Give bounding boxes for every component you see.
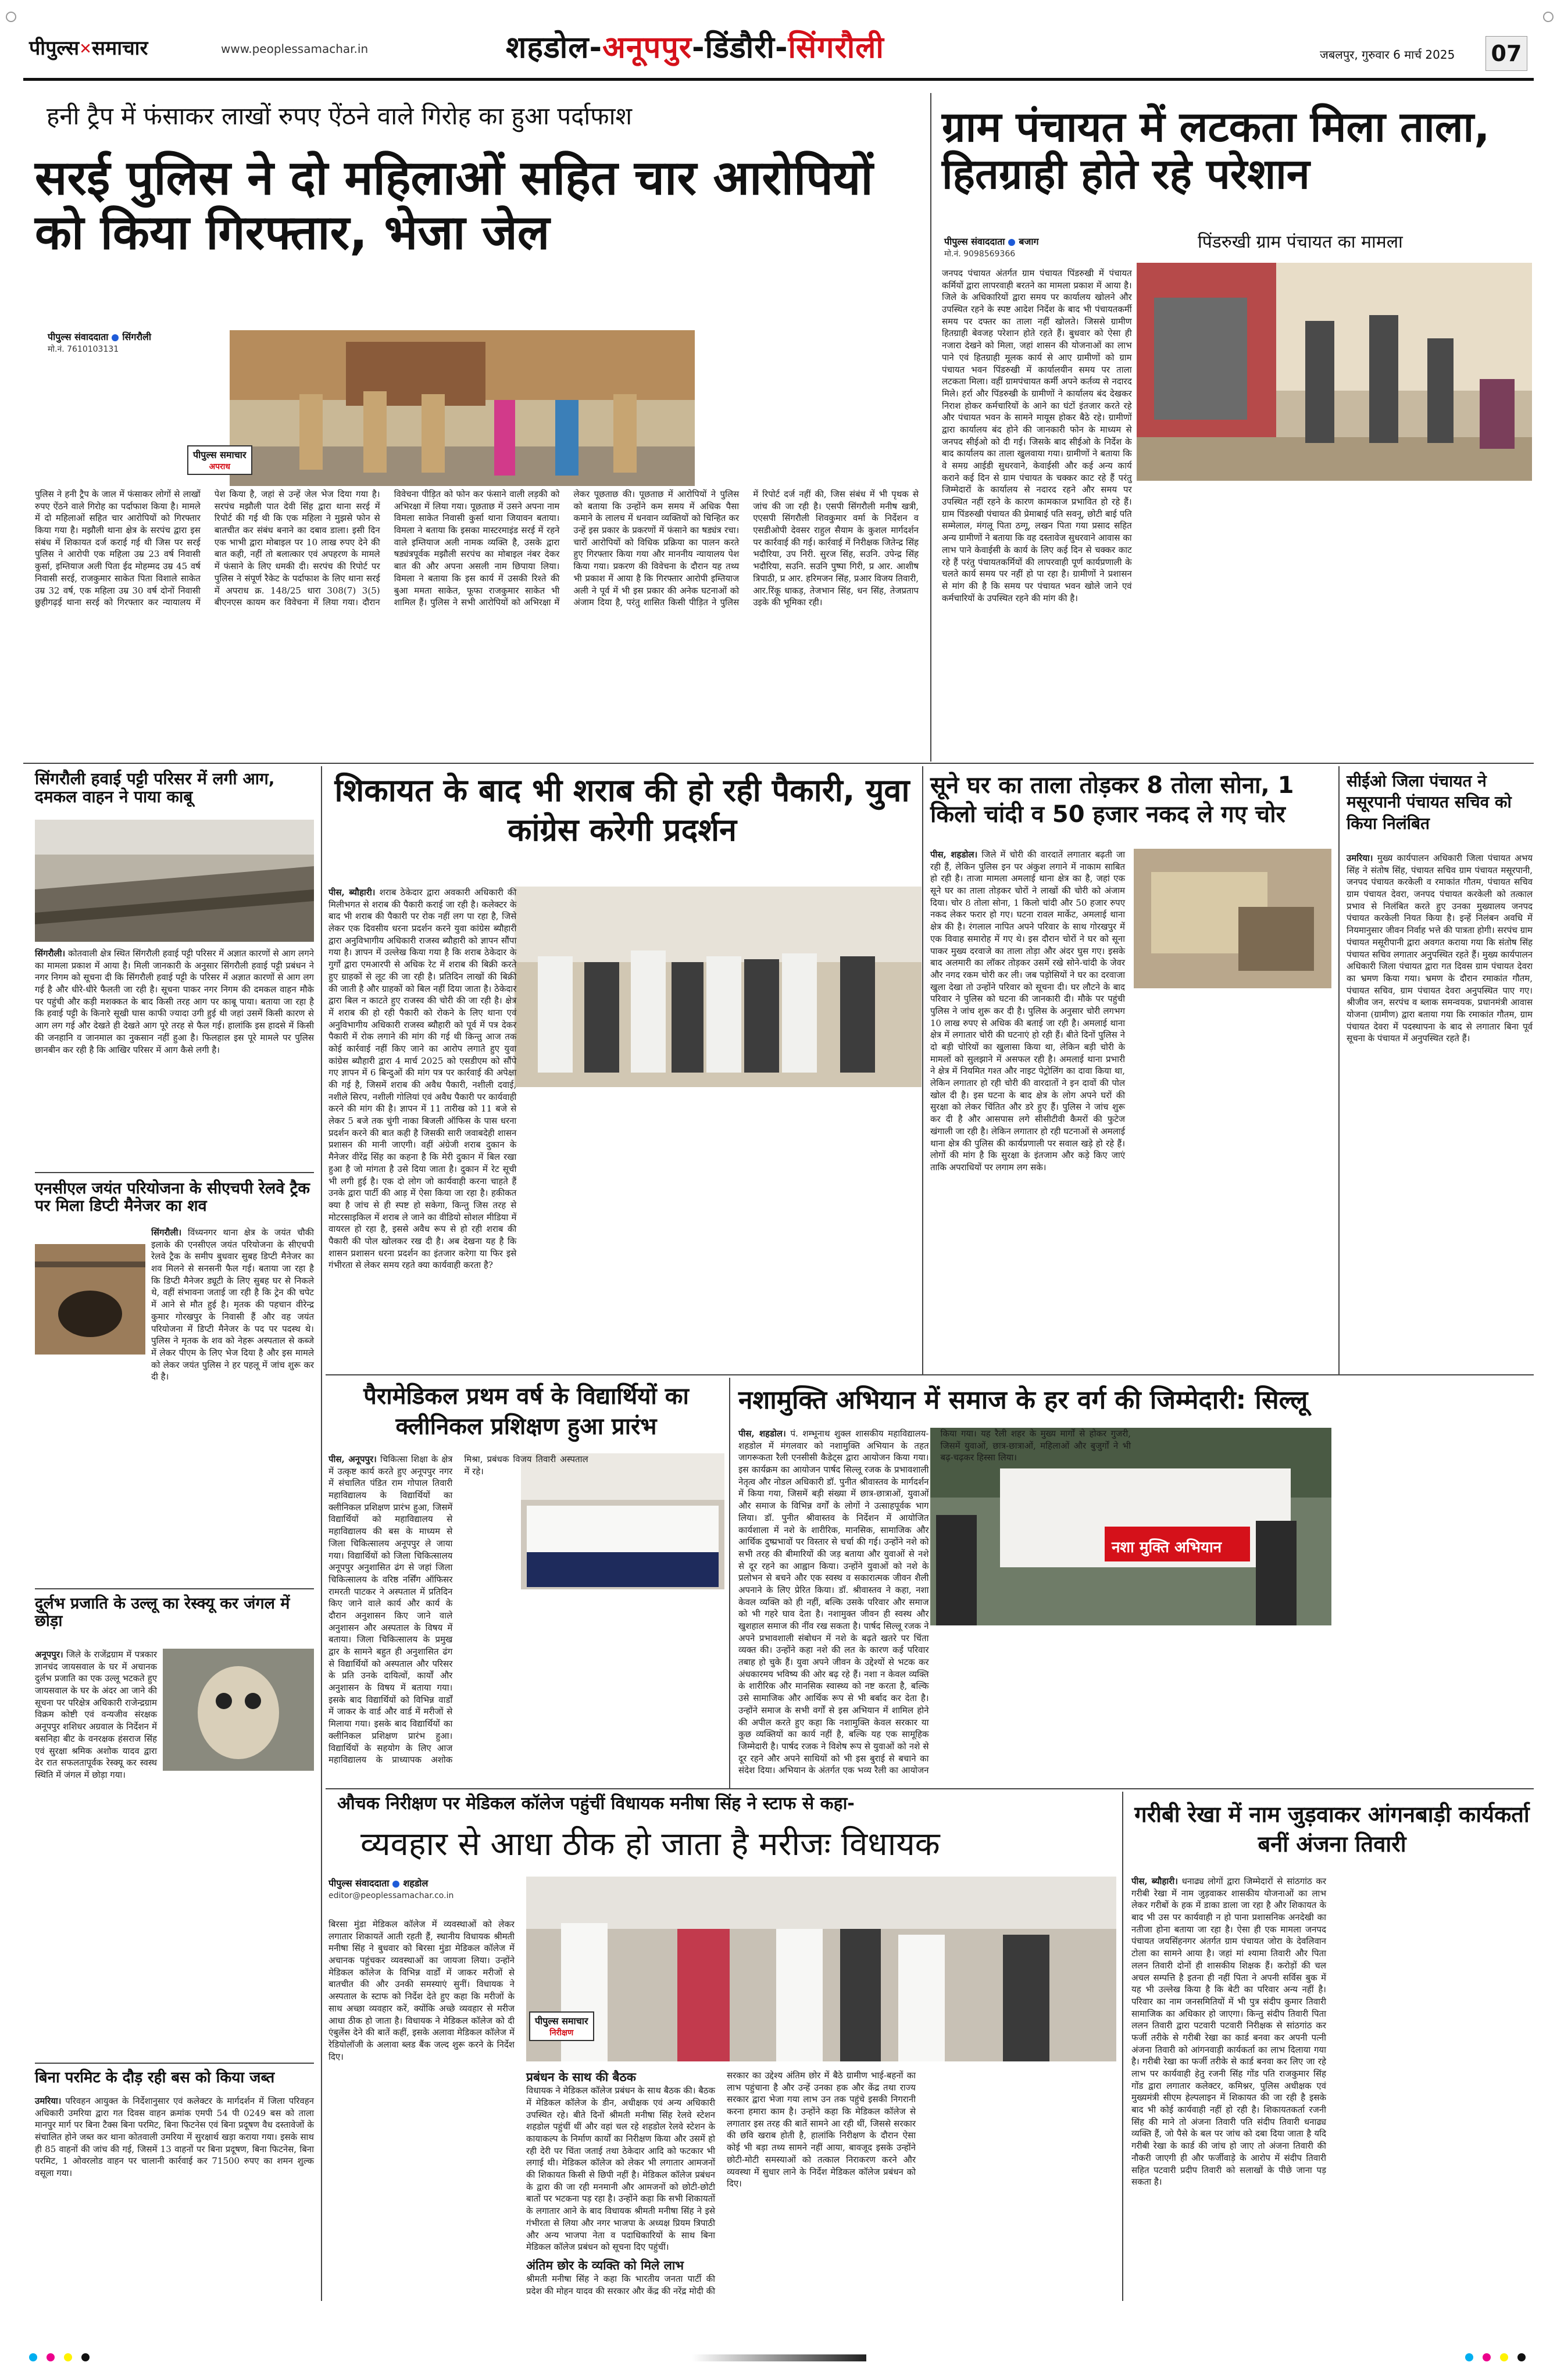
story12-byline: पीपुल्स संवाददाता शहडोल editor@peoplessamachar.co.in <box>328 1878 454 1900</box>
column-divider <box>1338 766 1340 1374</box>
masthead <box>0 0 1557 76</box>
section-rule <box>326 1374 1534 1375</box>
story6-headline: बिना परमिट के दौड़ रही बस को किया जब्त <box>35 2069 275 2086</box>
story12-subhead-2: अंतिम छोर के व्यक्ति को मिले लाभ <box>526 2258 684 2272</box>
story12-photo <box>526 1877 1116 2061</box>
story2-photo-mask <box>1137 263 1538 487</box>
story1-byline: पीपुल्स संवाददाता सिंगरौली मो.नं. 7610103131 <box>48 331 152 354</box>
column-divider <box>922 766 923 1374</box>
story1-headline: सरई पुलिस ने दो महिलाओं सहित चार आरोपियों को किया गिरफ्तार, भेजा जेल <box>35 151 873 261</box>
owl-rescue-photo <box>163 1649 314 1771</box>
section-rule <box>23 763 1534 764</box>
story5-photo <box>163 1649 314 1771</box>
story9-body: उमरिया। मुख्य कार्यपालन अधिकारी जिला पंचायत अभय सिंह ने संतोष सिंह, पंचायत सचिव ग्राम पंचायत मसूरपानी, जनपद पंचायत करकेली व रमाकांत गौतम, पंचायत सचिव ग्राम पंचायत देवरा, जनपद पंचायत करकेली को तत्काल प्रभाव से निलंबित करते हुए उनका मुख्यालय जनपद पंचायत करकेली नियत किया है। इन्हें निलंबन अवधि में नियमानुसार जीवन निर्वाह भत्ते की पात्रता होगी। सरपंच ग्राम पंचायत मसूरीपानी द्वारा अवगत कराया गया कि संतोष सिंह पंचायत सचिव लगातार अनुपस्थित रहते हैं। मुख्य कार्यपालन अधिकारी जिला पंचायत द्वारा गत दिवस ग्राम पंचायत देवरा का भ्रमण किया गया। भ्रमण के दौरान रमाकांत गौतम, पंचायत सचिव, ग्राम पंचायत देवरा अनुपस्थित पाए गए। श्रीजीव जन, सरपंच व ब्लाक समन्वयक, प्रधानमंत्री आवास योजना (ग्रामीण) द्वारा बताया गया कि रमाकांत गौतम, ग्राम पंचायत देवरा में पदस्थापना के बाद से लगातार बिना पूर्व सूचना के पंचायत में अनुपस्थित रहते हैं। <box>1347 853 1533 1044</box>
section-rule <box>326 1788 1534 1789</box>
story10-body: पीस, अनूपपुर। चिकित्सा शिक्षा के क्षेत्र में उत्कृष्ट कार्य करते हुए अनूपपुर नगर में संचालित पंडित राम गोपाल तिवारी महाविद्यालय के विद्यार्थियों का क्लीनिकल प्रशिक्षण प्रारंभ हुआ, जिसमें विद्यार्थियों को महाविद्यालय से महाविद्यालय की बस के माध्यम से जिला चिकित्सालय अनूपपुर ले जाया गया। विद्यार्थियों को जिला चिकित्सालय अनूपपुर अनुशासित ढंग से जहां जिला चिकित्सालय के वरिष्ठ नर्सिंग ऑफिसर रामरती पाटकर ने अस्पताल में प्रतिदिन किए जाने वाले कार्य और कार्य के दौरान अनुशासन किए जाने वाले अनुशासन और अस्पताल के विषय में बताया। जिला चिकित्सालय के प्रमुख द्वार के सामने बहुत ही अनुशासित ढंग से विद्यार्थियों को अस्पताल और परिसर के प्रति उनके दायित्वों, कार्यों और अनुशासन के विषय में बताया गया। इसके बाद विद्यार्थियों को विभिन्न वार्डों में जाकर के वार्ड और वार्ड में मरीजों से मिलाया गया। इसके बाद विद्यार्थियों का क्लीनिकल प्रशिक्षण प्रारंभ हुआ। विद्यार्थियों के सहयोग के लिए आज महाविद्यालय के प्राध्यापक अशोक मिश्रा, प्रबंधक विजय तिवारी अस्पताल में रहे। <box>328 1454 588 1766</box>
story13-headline: गरीबी रेखा में नाम जुड़वाकर आंगनबाड़ी कार्यकर्ता बनीं अंजना तिवारी <box>1134 1802 1530 1857</box>
story12-headline: व्यवहार से आधा ठीक हो जाता है मरीजः विधायक <box>360 1825 940 1863</box>
story6-body: उमरिया। परिवहन आयुक्त के निर्देशानुसार एवं कलेक्टर के मार्गदर्शन में जिला परिवहन अधिकारी उमरिया द्वारा गत दिवस वाहन क्रमांक एमपी 54 पी 0249 बस को ताला मानपुर मार्ग पर बिना टैक्स बिना परमिट, बिना फिटनेस एवं बिना प्रदूषण वैध दस्तावेजों के संचालित होने जब्त कर थाना कोतवाली उमरिया में सुरक्षार्थ खड़ा कराया गया। इसके साथ ही 85 वाहनों की जांच की गई, जिसमें 13 वाहनों पर बिना प्रदूषण, बिना फिटनेस, बिना परमिट, 1 ओवरलोड वाहन पर चालानी कार्रवाई कर 71500 रुपए का शमन शुल्क वसूला गया। <box>35 2096 314 2179</box>
registration-mark-icon <box>1500 2353 1508 2361</box>
section-rule <box>35 1588 314 1589</box>
section-rule <box>35 1172 314 1173</box>
story2-body: जनपद पंचायत अंतर्गत ग्राम पंचायत पिंडरुखी में पंचायत कर्मियों द्वारा लापरवाही बरतने का मामला प्रकाश में आया है। जिले के अधिकारियों द्वारा समय पर कार्यालय खोलने और उपस्थित रहने के स्पष्ट आदेश निर्देश के बाद भी पंचायतकर्मी समय पर दफ्तर का ताला नहीं खोलते। जिससे ग्रामीण हितग्राही बेवजह परेशान होते रहते हैं। बुधवार को ऐसा ही नजारा देखने को मिला, जहां शासन की योजनाओं का लाभ पाने एवं हितग्राही मूलक कार्य से आए ग्रामीणों को ग्राम पंचायत भवन पिंडरुखी में कार्यालयीन समय पर ताला लटकता मिला। वहीं ग्रामपंचायत कर्मी अपने कर्तव्य से नदारद मिले। हर्रा और पिंडरुखी के ग्रामीणों ने कार्यालय बंद देखकर निराश होकर कर्मचारियों के आने का घंटों इंतजार करते रहे और पंचायत भवन के सामने मायूस होकर बैठे रहे। ग्रामीणों द्वारा कार्यालय बंद होने की जानकारी फोन के माध्यम से जनपद सीईओ को दी गई। जिसके बाद सीईओ के निर्देश के बाद कार्यालय का ताला खुलवाया गया। ग्रामीणों ने बताया कि वे समग्र आईडी सुधरवाने, केवाईसी और कई अन्य कार्य कराने कई दिन से ग्राम पंचायत के चक्कर काट रहे हैं परंतु जिम्मेदारों के कार्यालय से नदारद रहने और समय पर उपस्थित नहीं रहने के कारण कामकाज प्रभावित हो रहे हैं। ग्राम पिंडरुखी पंचायत की प्रेमाबाई पति सवनू, छोटी बाई पति सम्मेलाल, मंगलू पिता ठग्गू, लखन पिता गया प्रसाद सहित अन्य ग्रामीणों ने बताया कि वह दस्तावेज सुधरवाने आवास का लाभ पाने केवाईसी के कार्य के लिए कई दिन से चक्कर काट रहे हैं परंतु पंचायतकर्मियों की लापरवाही पूर्ण कार्यप्रणाली के चलते कार्य समय पर नहीं हो पा रहा है। ग्रामीणों ने प्रशासन से मांग की है कि समय पर पंचायत भवन खोले जाने एवं कर्मचारियों के उपस्थित रहने की मांग की है। <box>942 268 1132 603</box>
masthead-url[interactable]: www.peoplessamachar.in <box>221 42 369 56</box>
story8-body: पीस, शहडोल। जिले में चोरी की वारदातें लगातार बढ़ती जा रही हैं, लेकिन पुलिस इन पर अंकुश लगाने में नाकाम साबित हो रही है। ताजा मामला अमलाई थाना क्षेत्र का है, जहां एक सूने घर का ताला तोड़कर चोरों ने लाखों की चोरी को अंजाम दिया। चोर 8 तोला सोना, 1 किलो चांदी और 50 हजार रुपए नकद लेकर फरार हो गए। घटना रावल मार्केट, अमलाई थाना क्षेत्र की है। रंगलाल नापित अपने परिवार के साथ गोरखपुर में एक विवाह समारोह में गए थे। इस दौरान चोरों ने घर को सूना पाकर मुख्य दरवाजे का ताला तोड़ा और अंदर घुस गए। इसके बाद अलमारी का लॉकर तोड़कर उसमें रखे सोने-चांदी के जेवर और नगद रकम चोरी कर ली। जब पड़ोसियों ने घर का दरवाजा खुला देखा तो उन्होंने परिवार को सूचना दी। घर लौटने के बाद परिवार ने पुलिस को घटना की जानकारी दी। मौके पर पहुंची पुलिस ने जांच शुरू कर दी है। पुलिस के अनुसार चोरी लगभग 10 लाख रुपए से अधिक की बताई जा रही है। अमलाई थाना क्षेत्र में लगातार चोरी की घटनाएं हो रही हैं। बीते दिनों पुलिस ने दो बड़ी चोरियों का खुलासा किया था, लेकिन बड़ी चोरी के मामलों को सुलझाने में असफल रही है। अमलाई थाना प्रभारी ने क्षेत्र में नियमित गश्त और नाइट पेट्रोलिंग का दावा किया था, लेकिन लगातार हो रही चोरी की वारदातों ने इन दावों की पोल खोल दी है। इस घटना के बाद क्षेत्र के लोग अपने घरों की सुरक्षा को लेकर चिंतित और डरे हुए हैं। पुलिस ने जांच शुरू कर दी है और आसपास लगे सीसीटीवी कैमरों की फुटेज खंगाली जा रही है। लेकिन लगातार हो रही घटनाओं से अमलाई थाना क्षेत्र की पुलिस की कार्यप्रणाली पर सवाल खड़े हो रहे हैं। लोगों की मांग है कि सुरक्षा के इंतजाम और कड़े किए जाएं ताकि अपराधियों पर लगाम लग सके। <box>930 849 1125 1173</box>
column-divider <box>321 766 322 2301</box>
story1-kicker: हनी ट्रैप में फंसाकर लाखों रुपए ऐंठने वाले गिरोह का हुआ पर्दाफाश <box>47 102 633 130</box>
masthead-rule <box>23 78 1534 81</box>
story2-subhead: पिंडरुखी ग्राम पंचायत का मामला <box>1198 232 1403 252</box>
story2-headline: ग्राम पंचायत में लटकता मिला ताला, हितग्राही होते रहे परेशान <box>942 102 1490 198</box>
mla-hospital-visit-photo <box>526 1877 1116 2061</box>
story12-body-3-para: श्रीमती मनीषा सिंह ने कहा कि भारतीय जनता पार्टी की प्रदेश की मोहन यादव की सरकार और केंद्र की नरेंद्र मोदी की सरकार का उद्देश्य अंतिम छोर में बैठे ग्रामीण भाई-बहनों का लाभ पहुंचाना है और उन्हें उनका हक और केंद्र तथा राज्य सरकार द्वारा भेजा गया लाभ उन तक पहुंचे इसकी निगरानी करना हमारा काम है। उन्होंने कहा कि मेडिकल कॉलेज से लगातार इस तरह की बातें सामने आ रही थीं, जिससे सरकार की छवि खराब होती है, हालांकि निरीक्षण के दौरान ऐसा कोई भी बड़ा तथ्य सामने नहीं आया, बावजूद इसके उन्होंने छोटी-मोटी समस्याओं को तत्काल निराकरण करने और व्यवस्था में सुधार लाने के निर्देश मेडिकल कॉलेज प्रबंधन को दिए। <box>526 2070 916 2296</box>
story4-headline: एनसीएल जयंत परियोजना के सीएचपी रेलवे ट्रैक पर मिला डिप्टी मैनेजर का शव <box>35 1180 310 1216</box>
story12-subhead-1: प्रबंधन के साथ की बैठक <box>526 2070 636 2084</box>
story5-headline: दुर्लभ प्रजाति के उल्लू का रेस्क्यू कर जंगल में छोड़ा <box>35 1595 290 1631</box>
story10-headline: पैरामेडिकल प्रथम वर्ष के विद्यार्थियों का क्लीनिकल प्रशिक्षण हुआ प्रारंभ <box>363 1383 689 1440</box>
registration-mark-icon <box>1465 2353 1473 2361</box>
story12-body-1: बिरसा मुंडा मेडिकल कॉलेज में व्यवस्थाओं को लेकर लगातार शिकायतें आती रहती हैं, स्थानीय विधायक श्रीमती मनीषा सिंह ने बुधवार को बिरसा मुंडा मेडिकल कॉलेज में अचानक पहुंचकर व्यवस्थाओं का जायजा लिया। उन्होंने मेडिकल कॉलेज के विभिन्न वार्डों में जाकर मरीजों से बातचीत की और उनकी समस्याएं सुनीं। विधायक ने अस्पताल के स्टाफ को निर्देश देते हुए कहा कि मरीजों के साथ अच्छा व्यवहार करें, क्योंकि अच्छे व्यवहार से मरीज आधा ठीक हो जाता है। विधायक ने मेडिकल कॉलेज को दी एंबुलेंस देने की बातें कहीं, इसके अलावा मेडिकल कॉलेज में रेडियोलॉजी के अलावा ब्लड बैंक जल्द शुरू करने के निर्देश दिए। <box>328 1919 515 2062</box>
story3-headline: सिंगरौली हवाई पट्टी परिसर में लगी आग, दमकल वाहन ने पाया काबू <box>35 769 275 807</box>
airstrip-fire-photo <box>35 820 314 942</box>
story13-body: पीस, ब्यौहारी। धनाढ्य लोगों द्वारा जिम्मेदारों से सांठगांठ कर गरीबी रेखा में नाम जुड़वाकर शासकीय योजनाओं का लाभ लेकर गरीबों के हक में डाका डाला जा रहा है और शिकायत के बाद भी उस पर कार्यवाही न हो पाना प्रशासनिक अनदेखी का नतीजा होना बताया जा रहा है। ऐसा ही एक मामला जनपद पंचायत जयसिंहनगर अंतर्गत ग्राम पंचायत जोरा के देवलिवान टोला का सामने आया है। जहां मां श्यामा तिवारी और पिता ललन तिवारी दोनों ही शासकीय शिक्षक हैं। करोड़ों की चल अचल सम्पत्ति है इतना ही नहीं पिता ने अपनी सर्विस बुक में यह भी उल्लेख किया है कि बेटी का परिवार अन्य नहीं है। परिवार का नाम जनसमितियों में भी पुत्र संदीप कुमार तिवारी सामाजिक का अधिकार हो जाएगा। किन्तु संदीप तिवारी पिता ललन तिवारी द्वारा पटवारी पटवारी निरीक्षक से सांठगांठ कर फर्जी तरीके से गरीबी रेखा का कार्ड बनवा कर अपनी पत्नी अंजना तिवारी को आंगनवाड़ी कार्यकर्ता का लाभ दिलाया गया है। गरीबी रेखा का फर्जी तरीके से कार्ड बनवा कर लिए जा रहे लाभ पर कार्यवाही हेतु रजनी सिंह गोंड पति राजकुमार सिंह गोंड द्वारा लगातार कलेक्टर, कमिश्नर, पुलिस अधीक्षक एवं मुख्यमंत्री सीएम हेल्पलाइन में शिकायत की जा रही है इसके बाद भी कोई कार्यवाही नहीं हो रही है। शिकायतकर्ता रजनी सिंह की माने तो अंजना तिवारी पति संदीप तिवारी धनाढ्य व्यक्ति हैं, जो पैसे के बल पर जांच को दबा दिया जाता है यदि गरीबी रेखा के कार्ड की जांच हो जाए तो अंजना तिवारी की नौकरी जाएगी ही और फर्जीवाड़े के आरोप में संदीप तिवारी सहित पटवारी प्रदीप तिवारी को सलाखों के पीछे जाना पड़ सकता है। <box>1131 1876 1326 2188</box>
story9-headline: सीईओ जिला पंचायत ने मसूरपानी पंचायत सचिव को किया निलंबित <box>1347 771 1512 833</box>
registration-mark-icon <box>1483 2353 1491 2361</box>
byline-dot-icon <box>112 334 119 341</box>
story12-section-logo: पीपुल्स समाचार निरीक्षण <box>529 2011 594 2041</box>
gradient-bar <box>692 2354 866 2361</box>
column-divider <box>729 1378 730 1788</box>
column-divider <box>930 93 931 762</box>
masthead-regions: शहडोल-अनूपपुर-डिंडौरी-सिंगरौली <box>506 30 884 65</box>
print-color-bar <box>29 2349 1528 2366</box>
registration-mark-icon <box>29 2353 37 2361</box>
story3-photo <box>35 820 314 942</box>
masthead-logo: पीपुल्स✕समाचार <box>29 37 148 60</box>
story7-body: पीस, ब्यौहारी। शराब ठेकेदार द्वारा अवकारी अधिकारी की मिलीभगत से शराब की पैकारी कराई जा रही है। कलेक्टर के बाद भी शराब की पैकारी पर रोक नहीं लग पा रहा है, जिसे लेकर एक दिवसीय धरना प्रदर्शन करने युवा कांग्रेस ब्यौहारी द्वारा अनुविभागीय अधिकारी राजस्व ब्यौहारी को ज्ञापन सौंपा गया है। ज्ञापन में उल्लेख किया गया है कि शराब ठेकेदार के गुर्गों द्वारा एमआरपी से अधिक रेट में शराब की बिक्री करते हुए ग्राहकों से लूट की जा रही है। प्रतिदिन लाखों की बिक्री की जाती है और ग्राहकों को बिल नहीं दिया जाता है। ठेकेदार द्वारा बिल न काटते हुए राजस्व की चोरी की जा रही है। क्षेत्र में शराब की हो रही पैकारी को रोकने के लिए थाना एवं अनुविभागीय अधिकारी राजस्व ब्यौहारी को पूर्व में पत्र देकर पैकारी में रोक लगाने की मांग की गई थी किन्तु आज तक कोई कार्रवाई नहीं किए जाने का आरोप लगाते हुए युवा कांग्रेस ब्यौहारी द्वारा 4 मार्च 2025 को एसडीएम को सौंपे गए ज्ञापन में 6 बिन्दुओं की मांग पत्र पर कार्रवाई की अपेक्षा की गई है, जिसमें शराब की अवैध पैकारी, नशीली दवाई, नशीले सिरप, नशीली गोलियां एवं अवैध पैकारी पर कार्यवाही करने की मांग की है। ज्ञापन में 11 तारीख को 11 बजे से लेकर 5 बजे तक चुंगी नाका बिजली ऑफिस के पास धरना प्रदर्शन करने की बात कही है जिसकी सारी जवाबदेही शासन प्रशासन की मानी जाएगी। वहीं अंग्रेजी शराब दुकान के मैनेजर वीरेंद्र सिंह का कहना है कि मेरी दुकान में बिल रखा हुआ है जो मांगता है उसे दिया जाता है। दुकान में रेट सूची भी लगी हुई है। एक दो लोग जो कार्यवाही करना चाहते हैं उनके द्वारा पार्टी की आड़ में ऐसा किया जा रहा है। हकीकत क्या है जांच से ही स्पष्ट हो सकेगा, किन्तु जिस तरह से मोटरसाइकिल में शराब ले जाने का वीडियो सोशल मीडिया में वायरल हो रहा है, इससे अवैध रूप से हो रही शराब की पैकारी की पोल खोलकर रख दी है। अब देखना यह है कि शासन प्रशासन धरना प्रदर्शन का इंतजार करेगा या फिर इसे गंभीरता से लेकर समय रहते क्या कार्यवाही करता है? <box>328 887 517 1271</box>
banner-text: नशा मुक्ति अभियान <box>1112 1539 1222 1556</box>
registration-mark-icon <box>1517 2353 1526 2361</box>
story3-body: सिंगरौली। कोतवाली क्षेत्र स्थित सिंगरौली हवाई पट्टी परिसर में अज्ञात कारणों से आग लगने का मामला प्रकाश में आया है। मिली जानकारी के अनुसार सिंगरौली हवाई पट्टी प्रबंधन ने नगर निगम को सूचना दी कि सिंगरौली हवाई पट्टी के परिसर में अज्ञात कारणों से आग लग गई है और धीरे-धीरे फैलती जा रही है। सूचना पाकर नगर निगम की दमकल वाहन मौके पर पहुंची और कड़ी मशक्कत के बाद किसी तरह आग पर काबू पाया। बताया जा रहा है कि हवाई पट्टी के किनारे सूखी घास काफी ज्यादा उगी हुई थी जहां उसमें किसी कारण से आग लग गई और देखते ही देखते आग पूरे तरह से फैल गई। हालांकि इस हादसे में किसी की जनहानि व जानमाल का नुकसान नहीं हुआ है। फिलहाल इस पूरे मामले पर पुलिस छानबीन कर रही है कि आखिर परिसर में आग कैसे लगी है। <box>35 948 314 1055</box>
story1-body: पुलिस ने हनी ट्रैप के जाल में फंसाकर लोगों से लाखों रुपए ऐंठने वाले गिरोह का पर्दाफाश किया है। मामले में दो महिलाओं सहित चार आरोपियों को गिरफ्तार किया गया है। मझौली थाना क्षेत्र के सरपंच द्वारा इस संबंध में शिकायत दर्ज कराई गई थी जिस पर सरई पुलिस ने आरोपी एक महिला उम्र 23 वर्ष निवासी कुर्सा, इम्तियाज अली पिता ईद मोहम्मद उम्र 45 वर्ष निवासी सरई, राजकुमार साकेत पिता विशाले साकेत उम्र 32 वर्ष, एक महिला उम्र 30 वर्ष दोनों निवासी छुहीगढ़ई थाना सरई को गिरफ्तार कर न्यायालय में पेश किया है, जहां से उन्हें जेल भेज दिया गया है। सरपंच मझौली पात देवी सिंह द्वारा थाना सरई में रिपोर्ट की गई थी कि एक महिला ने मुझसे फोन से बातचीत कर संबंध बनाने का दबाव डाला। इसी दिन एक भाभी द्वारा मोबाइल पर 10 लाख रुपए देने की बात कही, नहीं तो बलात्कार एवं अपहरण के मामले में फंसाने के लिए धमकी दी। सरपंच की रिपोर्ट पर पुलिस ने संपूर्ण रैकेट के पर्दाफाश के लिए थाना सरई में अपराध क्र. 148/25 धारा 308(7) 3(5) बीएनएस कायम कर विवेचना में लिया गया। दौरान विवेचना पीड़ित को फोन कर फंसाने वाली लड़की को अभिरक्षा में लिया गया। पूछताछ में उसने अपना नाम विमला साकेत निवासी कुर्सा थाना जियावन बताया। विमला ने बताया कि इसका मास्टरमाइंड सरई में रहने वाले इम्तियाज अली नामक व्यक्ति है, उसके द्वारा षड्यंत्रपूर्वक मझौली सरपंच का मोबाइल नंबर देकर बात की और अपना असली नाम छिपाया लिया। विमला ने बताया कि इस कार्य में उसकी रिश्ते की बुआ ममता साकेत, फूफा राजकुमार साकेत भी शामिल हैं। पुलिस ने सभी आरोपियों को अभिरक्षा में लेकर पूछताछ की। पूछताछ में आरोपियों ने पुलिस को बताया कि उन्होंने कम समय में अधिक पैसा कमाने के लालच में धनवान व्यक्तियों को चिन्हित कर उन्हें इस प्रकार के प्रकरणों में फंसाने का षड्यंत्र रचा। चारों आरोपियों को विधिक प्रक्रिया का पालन करते हुए गिरफ्तार किया गया और माननीय न्यायालय पेश किया गया। प्रकरण की विवेचना के दौरान यह तथ्य भी प्रकाश में आया है कि गिरफ्तार आरोपी इम्तियाज अली ने पूर्व में भी इस प्रकार की अनेक घटनाओं को अंजाम दिया है, परंतु शासित किसी पीड़ित ने पुलिस में रिपोर्ट दर्ज नहीं की, जिस संबंध में भी पृथक से जांच की जा रही है। एसपी सिंगरौली मनीष खत्री, एएसपी सिंगरौली शिवकुमार वर्मा के निर्देशन व एसडीओपी देवसर राहुल सैयाम के कुशल मार्गदर्शन पर कार्रवाई की गई। कार्रवाई में निरीक्षक जितेन्द्र सिंह भदौरिया, उप निरी. सुरज सिंह, सउनि. उपेन्द्र सिंह भदौरिया, सउनि. सउनि पुष्पा गिरी, प्र आर. आशीष त्रिपाठी, प्र आर. हरिमजन सिंह, प्रआर विजय तिवारी, आर.रिंकू धाकड़, तेजभान सिंह, धन सिंह, तेजप्रताप उइके की भूमिका रही। <box>35 489 919 608</box>
registration-mark-icon <box>6 12 16 22</box>
story2-byline: पीपुल्स संवाददाता बजाग मो.नं. 9098569366 <box>944 236 1039 259</box>
story1-section-logo: पीपुल्स समाचार अपराध <box>187 445 252 475</box>
story5-body: अनूपपुर। जिले के राजेंद्रग्राम में पत्रकार ज्ञानचंद जायसवाल के घर में अचानक दुर्लभ प्रजाति का एक उल्लू भटकते हुए जायसवाल के घर के अंदर आ जाने की सूचना पर परिक्षेत्र अधिकारी राजेन्द्रग्राम विक्रम कोष्टी एवं वन्यजीव संरक्षक अनूपपुर शशिधर अग्रवाल के निर्देशन में बसनिहा बीट के वनरक्षक हंसराज सिंह एवं सुरक्षा श्रमिक अशोक यादव द्वारा देर रात सफलतापूर्वक रेस्क्यू कर स्वस्थ स्थिति में जंगल में छोड़ा गया। <box>35 1649 157 1780</box>
section-rule <box>35 2063 314 2064</box>
registration-mark-icon <box>64 2353 72 2361</box>
masthead-date: जबलपुर, गुरुवार 6 मार्च 2025 <box>1320 48 1455 62</box>
story11-body: पीस, शहडोल। पं. शम्भूनाथ शुक्ल शासकीय महाविद्यालय-शहडोल में मंगलवार को नशामुक्ति अभियान के तहत जागरूकता रैली एनसीसी कैडेट्स द्वारा आयोजन किया गया। इस कार्यक्रम का आयोजन पार्षद सिल्लू रजक के प्रभावशाली नेतृत्व और नोडल अधिकारी डॉ. पुनीत श्रीवास्तव के मार्गदर्शन में किया गया, जिसमें बड़ी संख्या में छात्र-छात्राओं, युवाओं और समाज के विभिन्न वर्गों के लोगों ने उत्साहपूर्वक भाग लिया। डॉ. पुनीत श्रीवास्तव के निर्देशन में आयोजित कार्यशाला में नशे के शारीरिक, मानसिक, सामाजिक और आर्थिक दुष्प्रभावों पर विस्तार से चर्चा की गई। उन्होंने नशे को सभी तरह की बीमारियों की जड़ बताया और युवाओं से नशे से दूर रहने का आह्वान किया। उन्होंने युवाओं को नशे के प्रलोभन से बचने और एक स्वस्थ व सकारात्मक जीवन शैली अपनाने के लिए प्रेरित किया। डॉ. श्रीवास्तव ने कहा, नशा केवल व्यक्ति को ही नहीं, बल्कि उसके परिवार और समाज को भी गहरे घाव देता है। नशामुक्त जीवन ही स्वस्थ और खुशहाल समाज की नींव रख सकता है। पार्षद सिल्लू रजक ने अपने प्रभावशाली संबोधन में नशे के बढ़ते खतरे पर चिंता व्यक्त की। उन्होंने कहा नशे की लत के कारण कई परिवार तबाह हो चुके हैं। युवा अपने जीवन के उद्देश्यों से भटक कर अंधकारमय भविष्य की ओर बढ़ रहे हैं। नशा न केवल व्यक्ति के शारीरिक और मानसिक स्वास्थ्य को नष्ट करता है, बल्कि उसे सामाजिक और आर्थिक रूप से भी बर्बाद कर देता है। उन्होंने समाज के सभी वर्गों से इस अभियान में शामिल होने की अपील करते हुए कहा कि नशामुक्ति केवल सरकार या कुछ व्यक्तियों का कार्य नहीं है, बल्कि यह एक सामूहिक जिम्मेदारी है। पार्षद रजक ने विशेष रूप से युवाओं को नशे से दूर रहने और अपने साथियों को भी इस बुराई से बचाने का संदेश दिया। अभियान के अंतर्गत एक भव्य रैली का आयोजन किया गया। यह रैली शहर के मुख्य मार्गों से होकर गुजरी, जिसमें युवाओं, छात्र-छात्राओं, महिलाओं और बुजुर्गों ने भी बढ़-चढ़कर हिस्सा लिया। <box>738 1428 1131 1776</box>
story7-headline: शिकायत के बाद भी शराब की हो रही पैकारी, युवा कांग्रेस करेगी प्रदर्शन <box>334 772 910 848</box>
story11-headline: नशामुक्ति अभियान में समाज के हर वर्ग की जिम्मेदारी: सिल्लू <box>738 1385 1308 1415</box>
story4-body: सिंगरौली। विंध्यनगर थाना क्षेत्र के जयंत चौकी इलाके की एनसीएल जयंत परियोजना के सीएचपी रेलवे ट्रैक के समीप बुधवार सुबह डिप्टी मैनेजर का शव मिलने से सनसनी फैल गई। बताया जा रहा है कि डिप्टी मैनेजर ड्यूटी के लिए सुबह घर से निकले थे, वहीं संभावना जताई जा रही है कि ट्रेन की चपेट में आने से मौत हुई है। मृतक की पहचान वीरेन्द्र कुमार गोरखपुर के निवासी हैं और वह जयंत परियोजना में डिप्टी मैनेजर के पद पर पदस्थ थे। पुलिस ने मृतक के शव को नेहरू अस्पताल से कब्जे में लेकर पीएम के लिए भेज दिया है और इस मामले को लेकर जयंत पुलिस ने हर पहलू में जांच शुरू कर दी है। <box>151 1227 314 1382</box>
logo-mark-icon: ✕ <box>79 40 92 58</box>
story12-body-2-col: प्रबंधन के साथ की बैठक विधायक ने मेडिकल कॉलेज प्रबंधन के साथ बैठक की। बैठक में मेडिकल कॉलेज के डीन, अधीक्षक एवं अन्य अधिकारी उपस्थित रहे। बीते दिनों श्रीमती मनीषा सिंह रेलवे स्टेशन शहडोल पहुंचीं थीं और वहां चल रहे शहडोल रेलवे स्टेशन के कायाकल्प के निर्माण कार्यों का निरीक्षण किया और उसमें हो रही देरी पर चिंता जताई तथा ठेकेदार आदि को फटकार भी लगाई थी। मेडिकल कॉलेज को लेकर भी लगातार आमजनों की शिकायत किसी से छिपी नहीं है। मेडिकल कॉलेज प्रबंधन के द्वारा की जा रही मनमानी और आमजनों को छोटी-छोटी बातों पर भटकना पड़ रहा है। उन्होंने कहा कि सभी शिकायतों के लगातार आने के बाद विधायक श्रीमती मनीषा सिंह ने इसे गंभीरता से लिया और नगर भाजपा के अध्यक्ष प्रियम त्रिपाठी और अन्य भाजपा नेता व पदाधिकारियों के साथ बिना मेडिकल कॉलेज प्रबंधन को सूचना दिए पहुंचीं। अंतिम छोर के व्यक्ति को मिले लाभ श्रीमती मनीषा सिंह ने कहा कि भारतीय जनता पार्टी की प्रदेश की मोहन यादव की सरकार और केंद्र की नरेंद्र मोदी की सरकार का उद्देश्य अंतिम छोर में बैठे ग्रामीण भाई-बहनों का लाभ पहुंचाना है और उन्हें उनका हक और केंद्र तथा राज्य सरकार द्वारा भेजा गया लाभ उन तक पहुंचे इसकी निगरानी करना हमारा काम है। उन्होंने कहा कि मेडिकल कॉलेज से लगातार इस तरह की बातें सामने आ रही थीं, जिससे सरकार की छवि खराब होती है, हालांकि निरीक्षण के दौरान ऐसा कोई भी बड़ा तथ्य सामने नहीं आया, बावजूद इसके उन्होंने छोटी-मोटी समस्याओं को तत्काल निराकरण करने और व्यवस्था में सुधार लाने के निर्देश मेडिकल कॉलेज प्रबंधन को दिए। <box>526 2070 1116 2302</box>
registration-mark-icon <box>1543 12 1554 22</box>
registration-mark-icon <box>81 2353 90 2361</box>
registration-mark-icon <box>47 2353 55 2361</box>
story12-kicker: औचक निरीक्षण पर मेडिकल कॉलेज पहुंचीं विधायक मनीषा सिंह ने स्टाफ से कहा- <box>337 1793 855 1814</box>
story8-headline: सूने घर का ताला तोड़कर 8 तोला सोना, 1 किलो चांदी व 50 हजार नकद ले गए चोर <box>930 772 1294 828</box>
column-divider <box>1122 1792 1123 2301</box>
page-number: 07 <box>1485 36 1527 71</box>
